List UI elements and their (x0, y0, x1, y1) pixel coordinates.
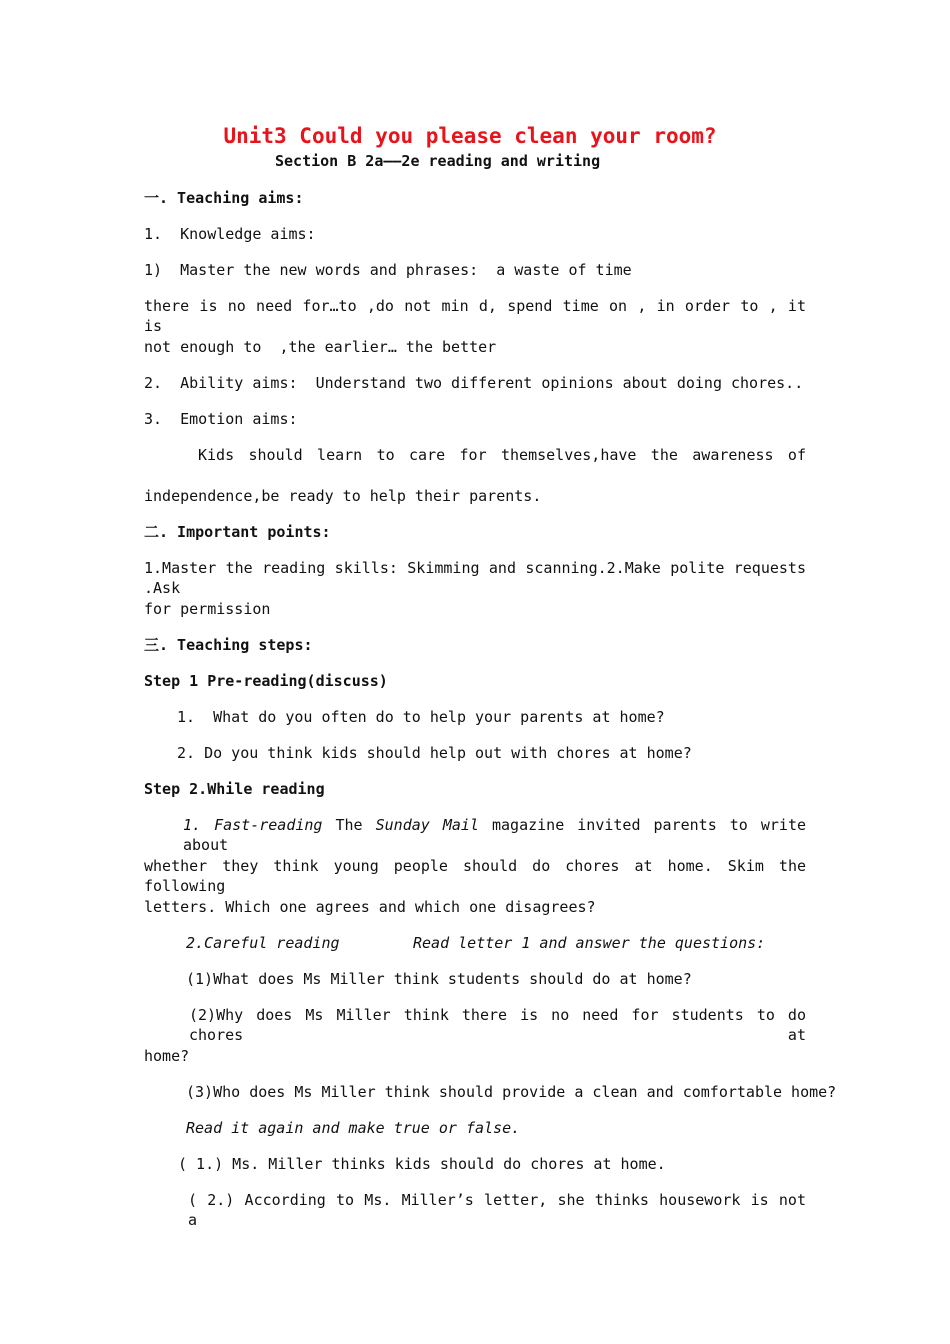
careful-question-2: (2)Why does Ms Miller think there is no need for students to do chores at (189, 1006, 806, 1044)
points-line-1: 1.Master the reading skills: Skimming and scanning.2.Make polite requests .Ask (144, 559, 806, 597)
fast-reading-line-1: 1. Fast-reading The Sunday Mail magazine invited parents to write about (183, 816, 807, 854)
careful-question-3: (3)Who does Ms Miller think should provide a clean and comfortable home? (186, 1083, 837, 1101)
discuss-question-1: 1. What do you often do to help your parents at home? (177, 708, 665, 726)
true-false-2: ( 2.) According to Ms. Miller’s letter, she thinks housework is not a (188, 1191, 806, 1229)
emotion-text-2: independence,be ready to help their parents. (144, 487, 542, 505)
emotion-text-1: Kids should learn to care for themselves,have the awareness of (198, 446, 806, 464)
step1-heading: Step 1 Pre-reading(discuss) (144, 672, 388, 690)
step2-heading: Step 2.While reading (144, 780, 325, 798)
unit-title: Unit3 Could you please clean your room? (223, 124, 717, 148)
fast-reading-label: 1. Fast-reading (183, 816, 323, 834)
true-false-1: ( 1.) Ms. Miller thinks kids should do chores at home. (178, 1155, 666, 1173)
teaching-aims-heading: 一. Teaching aims: (144, 189, 304, 207)
phrases-line-2: not enough to ,the earlier… the better (144, 338, 497, 356)
careful-question-2-end: home? (144, 1047, 190, 1065)
fast-reading-line-2: whether they think young people should do chores at home. Skim the following (144, 857, 806, 895)
important-points-heading: 二. Important points: (144, 523, 331, 541)
careful-question-1: (1)What does Ms Miller think students should do at home? (186, 970, 692, 988)
emotion-aims: 3. Emotion aims: (144, 410, 298, 428)
master-words: 1) Master the new words and phrases: a waste of time (144, 261, 632, 279)
discuss-question-2: 2. Do you think kids should help out with chores at home? (177, 744, 692, 762)
true-false-instruction: Read it again and make true or false. (186, 1119, 521, 1137)
careful-reading-label: 2.Careful reading (186, 934, 340, 952)
ability-aims: 2. Ability aims: Understand two different opinions about doing chores.. (144, 374, 804, 392)
careful-reading-instruction: Read letter 1 and answer the questions: (413, 934, 766, 952)
points-line-2: for permission (144, 600, 271, 618)
section-subtitle: Section B 2a——2e reading and writing (275, 152, 601, 170)
phrases-line-1: there is no need for…to ,do not min d, spend time on , in order to , it is (144, 297, 806, 335)
knowledge-aims: 1. Knowledge aims: (144, 225, 316, 243)
fast-reading-line-3: letters. Which one agrees and which one disagrees? (144, 898, 596, 916)
magazine-name: Sunday Mail (375, 816, 479, 834)
teaching-steps-heading: 三. Teaching steps: (144, 636, 313, 654)
